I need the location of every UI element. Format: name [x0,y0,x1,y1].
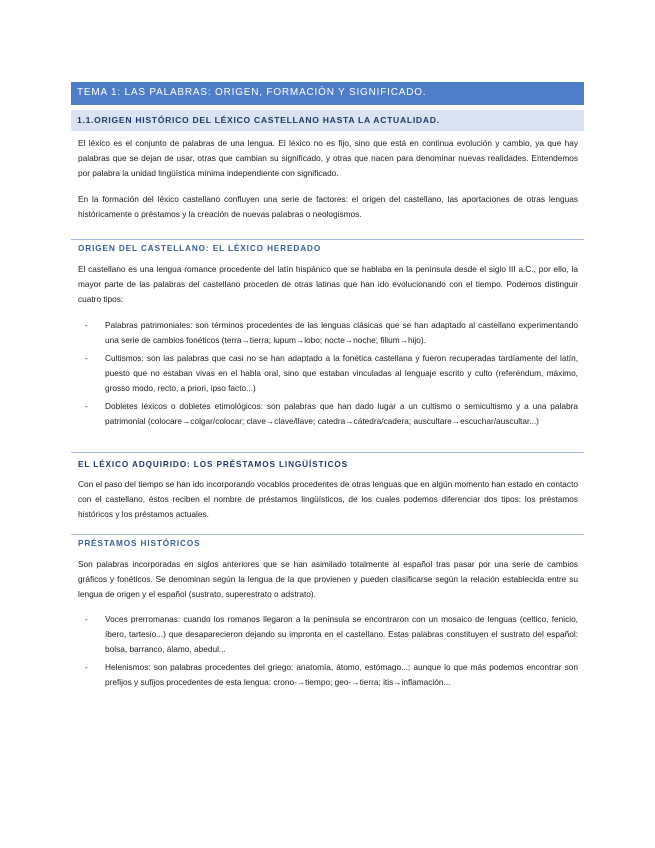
historicos-paragraph: Son palabras incorporadas en siglos anteriores que se han asimilado totalmente al español tras pasar por una serie de cambios gráficos y fonéticos. Se denominan según la lengua de la que provienen y pueden clasificarse según la relación establecida entre su lengua de origen y el español (sustrato, superestrato o adstrato). [78,559,578,599]
section-divider [71,239,584,240]
list-item: - Palabras patrimoniales: son términos procedentes de las lenguas clásicas que se han adaptado al castellano experimentando una serie de cambios fonéticos (terra→tierra; lupum→lobo; nocte→noche; filium→hijo). [85,320,578,345]
origen-paragraph: El castellano es una lengua romance procedente del latín hispánico que se hablaba en la península desde el siglo III a.C., por ello, la mayor parte de las palabras del castellano proceden de otras latinas que han ido evolucionando con el tiempo. Podemos distinguir cuatro tipos: [78,264,578,304]
historicos-list [78,612,578,693]
list-item: - Voces prerromanas: cuando los romanos llegaron a la península se encontraron con un mosaico de lenguas (celtico, fenicio, íbero, tartesio...) que desaparecieron dejando su impronta en el castellano. Estas palabras constituyen el sustrato del español: bolsa, barranco, álamo, abedul... [85,614,578,654]
list-item: - Cultismos: son las palabras que casi no se han adaptado a la fonética castellana y fueron recuperadas tardíamente del latín, puesto que no estaban vivas en el habla oral, sino que estaban vinculadas al lenguaje escrito y culto (referéndum, máximo, grosso modo, recto, a priori, ipso facto...) [85,353,578,393]
adquirido-paragraph: Con el paso del tiempo se han ido incorporando vocablos procedentes de otras lenguas que en algún momento han estado en contacto con el castellano, éstos reciben el nombre de préstamos lingüísticos, de los cuales podemos diferenciar dos tipos: los préstamos históricos y los préstamos actuales. [78,479,578,519]
section-title-band: 1.1.ORIGEN HISTÓRICO DEL LÉXICO CASTELLANO HASTA LA ACTUALIDAD. [71,110,584,131]
list-item: - Dobletes léxicos o dobletes etimológicos: son palabras que han dado lugar a un cultismo o semicultismo y a una palabra patrimonial (colocare→colgar/colocar; clave→clave/llave; catedra→cátedra/cadera; auscultare→escuchar/auscultar...) [85,401,578,426]
intro-paragraph-2: En la formación del léxico castellano confluyen una serie de factores: el origen del castellano, las aportaciones de otras lenguas históricamente o préstamos y la creación de nuevas palabras o neologismos. [78,194,578,219]
origen-list [78,318,578,432]
origen-heading: ORIGEN DEL CASTELLANO: EL LÉXICO HEREDADO [78,244,322,253]
intro-paragraph-1: El léxico es el conjunto de palabras de una lengua. El léxico no es fijo, sino que está en continua evolución y cambio, ya que hay palabras que se dejan de usar, otras que cambian su significado, y otras que nacen para denominar nuevas realidades. Entendemos por palabra la unidad lingüística mínima independiente con significado. [78,138,578,178]
topic-title-band: TEMA 1: LAS PALABRAS: ORIGEN, FORMACIÓN Y SIGNIFICADO. [71,82,584,105]
adquirido-heading: EL LÉXICO ADQUIRIDO: LOS PRÉSTAMOS LINGÜÍSTICOS [78,460,349,469]
historicos-heading: PRÉSTAMOS HISTÓRICOS [78,539,201,548]
section-divider [71,452,584,453]
section-divider [71,534,584,535]
list-item: - Helenismos: son palabras procedentes del griego: anatomía, átomo, estómago...; aunque lo que más podemos encontrar son prefijos y sufijos procedentes de esta lengua: crono-→tiempo; geo-→tierra; itis→inflamación... [85,662,578,687]
